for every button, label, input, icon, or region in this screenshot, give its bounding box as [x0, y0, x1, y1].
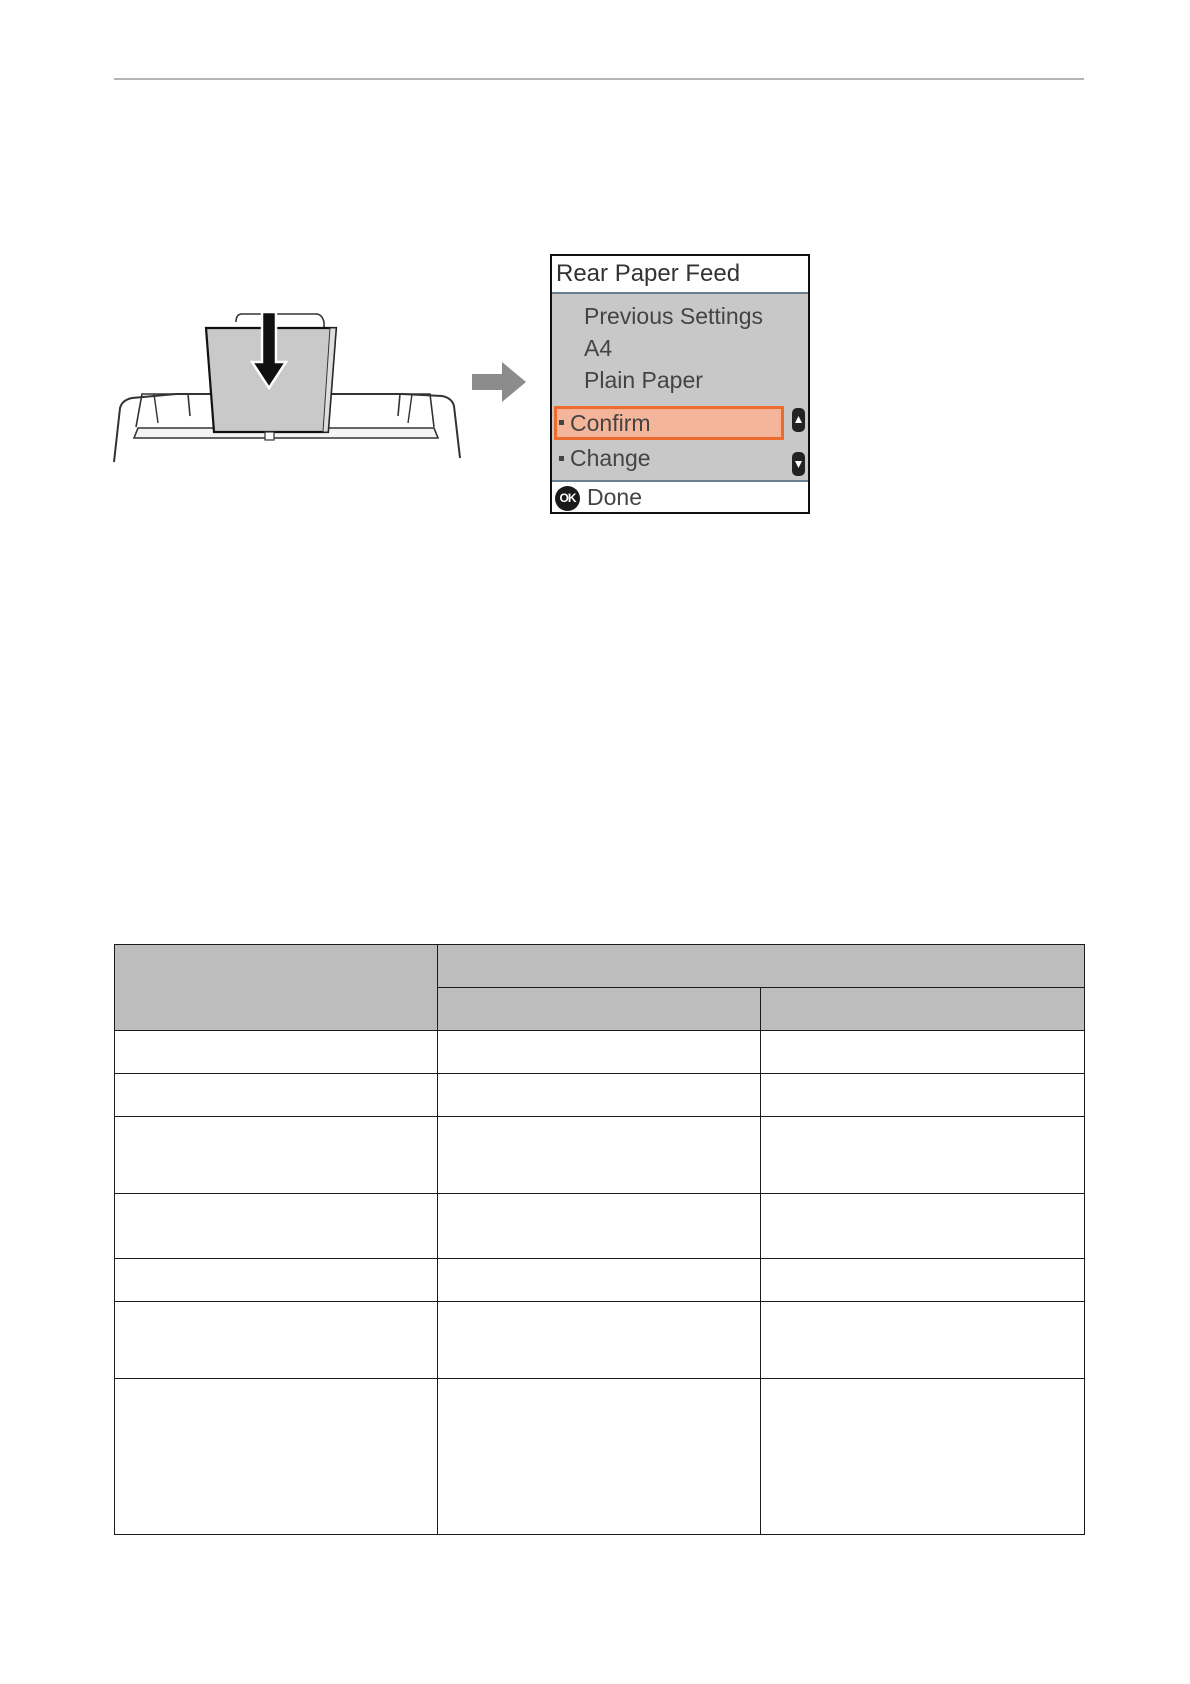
- bullet-icon: [559, 420, 564, 425]
- scroll-up-icon[interactable]: [792, 408, 805, 432]
- change-option-label: Change: [570, 445, 651, 471]
- table-row: [115, 1194, 1085, 1259]
- ok-button-icon[interactable]: OK: [555, 486, 580, 511]
- table-row: [115, 1117, 1085, 1194]
- table-row: [115, 1379, 1085, 1535]
- scroll-down-icon[interactable]: [792, 452, 805, 476]
- table-row: [115, 1259, 1085, 1302]
- table-row: [115, 1074, 1085, 1117]
- paper-settings-table: [114, 944, 1085, 1535]
- insert-down-arrow-icon: [250, 310, 288, 390]
- done-label: Done: [587, 484, 642, 510]
- lcd-footer: [552, 480, 808, 512]
- table-header-cell: [438, 945, 1085, 988]
- table-header-cell: [438, 988, 761, 1031]
- lcd-info-previous-settings: Previous Settings: [584, 303, 763, 329]
- lcd-title: Rear Paper Feed: [552, 256, 808, 294]
- printer-lcd-screen: [550, 254, 810, 514]
- table-header-cell: [115, 945, 438, 1031]
- right-arrow-icon: [470, 360, 530, 404]
- table-row: [115, 1031, 1085, 1074]
- table-row: [115, 1302, 1085, 1379]
- lcd-info-paper-type: Plain Paper: [584, 367, 703, 393]
- table-header-cell: [761, 988, 1085, 1031]
- confirm-option[interactable]: [554, 406, 784, 440]
- lcd-info-paper-size: A4: [584, 335, 613, 361]
- confirm-option-label: Confirm: [570, 410, 651, 436]
- bullet-icon: [559, 456, 564, 461]
- lcd-body: [552, 294, 808, 480]
- change-option[interactable]: [554, 442, 784, 476]
- printer-rear-feed-icon: [112, 290, 467, 465]
- header-rule: [114, 78, 1084, 80]
